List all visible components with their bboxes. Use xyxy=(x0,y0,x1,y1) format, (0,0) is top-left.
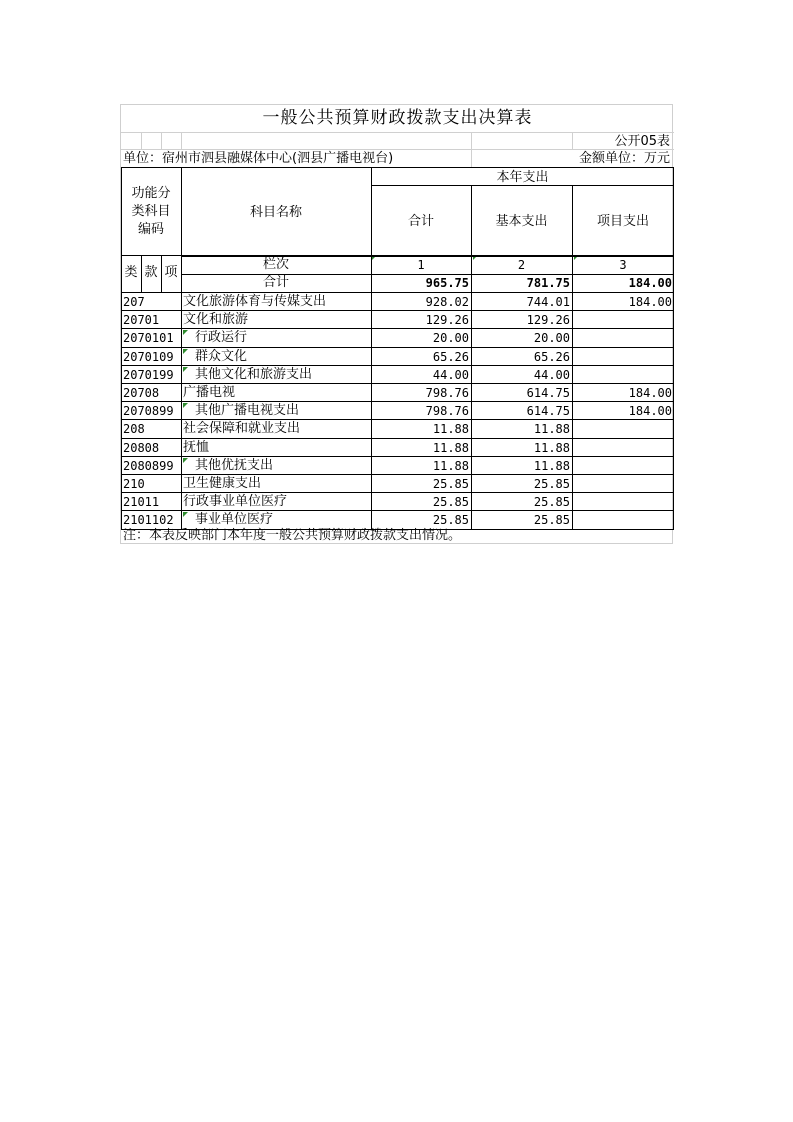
row-name: 其他优抚支出 xyxy=(195,457,274,473)
header-basic: 基本支出 xyxy=(495,214,548,229)
row-basic: 25.85 xyxy=(533,513,570,528)
amount-unit: 金额单位：万元 xyxy=(578,151,670,166)
row-name: 群众文化 xyxy=(195,348,248,364)
row-basic: 11.88 xyxy=(533,440,570,455)
row-name: 抚恤 xyxy=(183,439,210,455)
row-code: 2070199 xyxy=(123,367,174,382)
row-name: 社会保障和就业支出 xyxy=(183,421,301,437)
row-code: 208 xyxy=(123,422,145,437)
row-basic: 44.00 xyxy=(533,367,570,382)
row-name: 文化旅游体育与传媒支出 xyxy=(183,294,327,309)
row-basic: 129.26 xyxy=(526,313,570,328)
row-name: 文化和旅游 xyxy=(183,312,249,328)
row-basic: 11.88 xyxy=(533,458,570,473)
row-code: 21011 xyxy=(123,495,160,510)
row-name: 事业单位医疗 xyxy=(195,512,274,528)
total-row-basic: 781.75 xyxy=(526,276,570,290)
header-lei: 类 xyxy=(124,265,138,280)
row-total: 65.26 xyxy=(432,349,469,364)
row-total: 798.76 xyxy=(425,404,469,419)
row-code: 207 xyxy=(123,295,145,309)
row-total: 129.26 xyxy=(425,313,469,328)
header-kuan: 款 xyxy=(144,265,158,280)
sheet-title: 一般公共预算财政拨款支出决算表 xyxy=(262,108,533,128)
row-project: 184.00 xyxy=(628,404,672,419)
row-basic: 614.75 xyxy=(526,386,570,400)
column-order-label: 栏次 xyxy=(262,257,289,272)
col-index-3: 3 xyxy=(619,258,627,272)
row-name: 其他广播电视支出 xyxy=(195,403,300,419)
row-code: 2070101 xyxy=(123,331,174,346)
row-total: 11.88 xyxy=(432,458,469,473)
row-code: 20701 xyxy=(123,313,160,328)
unit-label: 单位：宿州市泗县融媒体中心(泗县广播电视台) xyxy=(123,151,394,166)
row-basic: 25.85 xyxy=(533,477,570,491)
col-index-1: 1 xyxy=(417,258,425,272)
row-code: 2080899 xyxy=(123,458,174,473)
row-total: 11.88 xyxy=(432,422,469,437)
row-basic: 20.00 xyxy=(533,331,570,346)
header-subject-name: 科目名称 xyxy=(249,205,302,220)
row-total: 11.88 xyxy=(432,440,469,455)
budget-sheet xyxy=(120,104,673,544)
row-project: 184.00 xyxy=(628,386,672,400)
row-total: 44.00 xyxy=(432,367,469,382)
row-basic: 65.26 xyxy=(533,349,570,364)
row-name: 其他文化和旅游支出 xyxy=(195,366,313,382)
header-total: 合计 xyxy=(407,214,434,229)
row-code: 20808 xyxy=(123,440,160,455)
row-total: 928.02 xyxy=(425,295,469,309)
row-name: 行政事业单位医疗 xyxy=(183,494,288,510)
row-total: 20.00 xyxy=(432,331,469,346)
header-xiang: 项 xyxy=(164,265,178,280)
total-row-total: 965.75 xyxy=(425,276,469,290)
row-total: 25.85 xyxy=(432,513,469,528)
row-total: 798.76 xyxy=(425,386,469,400)
header-current-year: 本年支出 xyxy=(496,170,549,185)
row-basic: 25.85 xyxy=(533,495,570,510)
row-code: 2070899 xyxy=(123,404,174,419)
row-name: 行政运行 xyxy=(195,330,248,346)
form-code: 公开05表 xyxy=(614,134,670,149)
row-code: 2101102 xyxy=(123,513,174,528)
header-project: 项目支出 xyxy=(596,214,649,229)
row-total: 25.85 xyxy=(432,495,469,510)
row-total: 25.85 xyxy=(432,477,469,491)
header-func-code: 功能分类科目编码 xyxy=(131,186,171,237)
row-basic: 614.75 xyxy=(526,404,570,419)
row-basic: 11.88 xyxy=(533,422,570,437)
row-code: 20708 xyxy=(123,386,160,400)
row-project: 184.00 xyxy=(628,295,672,309)
row-name: 卫生健康支出 xyxy=(183,476,262,491)
row-code: 210 xyxy=(123,477,145,491)
row-name: 广播电视 xyxy=(183,385,236,400)
footnote: 注：本表反映部门本年度一般公共预算财政拨款支出情况。 xyxy=(123,528,462,543)
total-row-project: 184.00 xyxy=(628,276,672,290)
col-index-2: 2 xyxy=(517,258,526,272)
row-basic: 744.01 xyxy=(526,295,570,309)
row-code: 2070109 xyxy=(123,349,174,364)
total-row-label: 合计 xyxy=(262,275,289,290)
